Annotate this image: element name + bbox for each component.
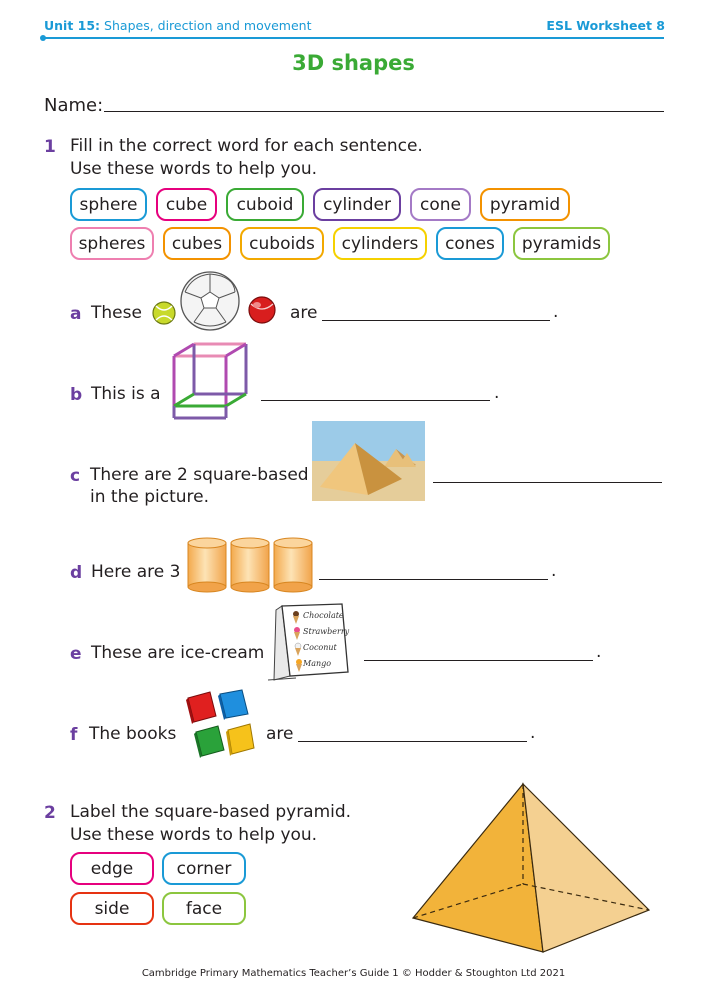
item-f-text: The books bbox=[89, 724, 177, 744]
q2-line2: Use these words to help you. bbox=[70, 825, 318, 845]
books-picture bbox=[184, 688, 256, 762]
item-f-answer[interactable] bbox=[298, 741, 527, 742]
flavour-strawberry: Strawberry bbox=[303, 627, 350, 636]
question-2-number: 2 bbox=[44, 803, 56, 823]
word-chip-sphere: sphere bbox=[70, 188, 147, 221]
word-chip-spheres: spheres bbox=[70, 227, 154, 260]
item-b-text: This is a bbox=[91, 384, 161, 404]
flavour-coconut: Coconut bbox=[303, 643, 337, 652]
page-footer: Cambridge Primary Mathematics Teacher’s Guide 1 © Hodder & Stoughton Ltd 2021 bbox=[141, 968, 566, 979]
item-a-period: . bbox=[553, 302, 559, 322]
item-d-letter: d bbox=[70, 563, 83, 583]
unit-header bbox=[44, 18, 312, 33]
pyramids-photo bbox=[312, 421, 425, 501]
item-a-letter: a bbox=[70, 304, 82, 324]
q1-line1: Fill in the correct word for each sentence. bbox=[70, 136, 423, 156]
item-d-text: Here are 3 bbox=[91, 562, 181, 582]
item-d-answer[interactable] bbox=[319, 579, 548, 580]
word-chip-cuboid: cuboid bbox=[226, 188, 304, 221]
item-b-answer[interactable] bbox=[261, 400, 490, 401]
question-2-instruction bbox=[70, 801, 351, 847]
word-chip-cones: cones bbox=[436, 227, 504, 260]
q2-line1: Label the square-based pyramid. bbox=[70, 802, 352, 822]
item-c-answer[interactable] bbox=[433, 482, 662, 483]
item-c-line2: in the picture. bbox=[90, 487, 209, 507]
item-f-letter: f bbox=[70, 725, 78, 745]
page-title: 3D shapes bbox=[292, 51, 415, 75]
unit-title: Shapes, direction and movement bbox=[104, 18, 312, 33]
name-field[interactable] bbox=[104, 111, 664, 112]
word-chip-pyramid: pyramid bbox=[480, 188, 570, 221]
item-e-period: . bbox=[596, 642, 602, 662]
word-chip-corner: corner bbox=[162, 852, 246, 885]
word-chip-cone: cone bbox=[410, 188, 471, 221]
word-chip-pyramids: pyramids bbox=[513, 227, 610, 260]
unit-label: Unit 15: bbox=[44, 18, 101, 33]
word-chip-cuboids: cuboids bbox=[240, 227, 324, 260]
question-1-number: 1 bbox=[44, 137, 56, 157]
item-c-line1: There are 2 square-based bbox=[90, 465, 309, 485]
flavour-chocolate: Chocolate bbox=[303, 611, 344, 620]
word-chip-edge: edge bbox=[70, 852, 154, 885]
ice-cream-sign-picture bbox=[266, 602, 354, 684]
item-e-text: These are ice-cream bbox=[91, 643, 265, 663]
word-chip-cube: cube bbox=[156, 188, 217, 221]
balls-picture bbox=[150, 268, 280, 332]
header-rule bbox=[44, 37, 664, 39]
item-b-letter: b bbox=[70, 385, 83, 405]
item-a-after: are bbox=[290, 303, 318, 323]
cylinders-picture bbox=[186, 537, 314, 593]
item-c-letter: c bbox=[70, 466, 81, 486]
item-e-letter: e bbox=[70, 644, 82, 664]
item-f-period: . bbox=[530, 723, 536, 743]
item-b-period: . bbox=[494, 383, 500, 403]
cube-frame-picture bbox=[168, 340, 254, 424]
flavour-mango: Mango bbox=[303, 659, 332, 668]
word-chip-cylinder: cylinder bbox=[313, 188, 401, 221]
question-1-instruction bbox=[70, 135, 423, 181]
item-f-after: are bbox=[266, 724, 294, 744]
word-chip-face: face bbox=[162, 892, 246, 925]
word-chip-side: side bbox=[70, 892, 154, 925]
word-chip-cubes: cubes bbox=[163, 227, 231, 260]
worksheet-label: ESL Worksheet 8 bbox=[546, 18, 665, 33]
item-c-text bbox=[90, 464, 309, 508]
word-chip-cylinders: cylinders bbox=[333, 227, 427, 260]
q1-line2: Use these words to help you. bbox=[70, 159, 318, 179]
item-a-answer[interactable] bbox=[322, 320, 550, 321]
item-d-period: . bbox=[551, 561, 557, 581]
sign-flavour-list bbox=[303, 608, 349, 672]
square-based-pyramid-diagram bbox=[405, 780, 655, 960]
name-label: Name: bbox=[44, 95, 104, 116]
item-e-answer[interactable] bbox=[364, 660, 593, 661]
item-a-text: These bbox=[91, 303, 142, 323]
